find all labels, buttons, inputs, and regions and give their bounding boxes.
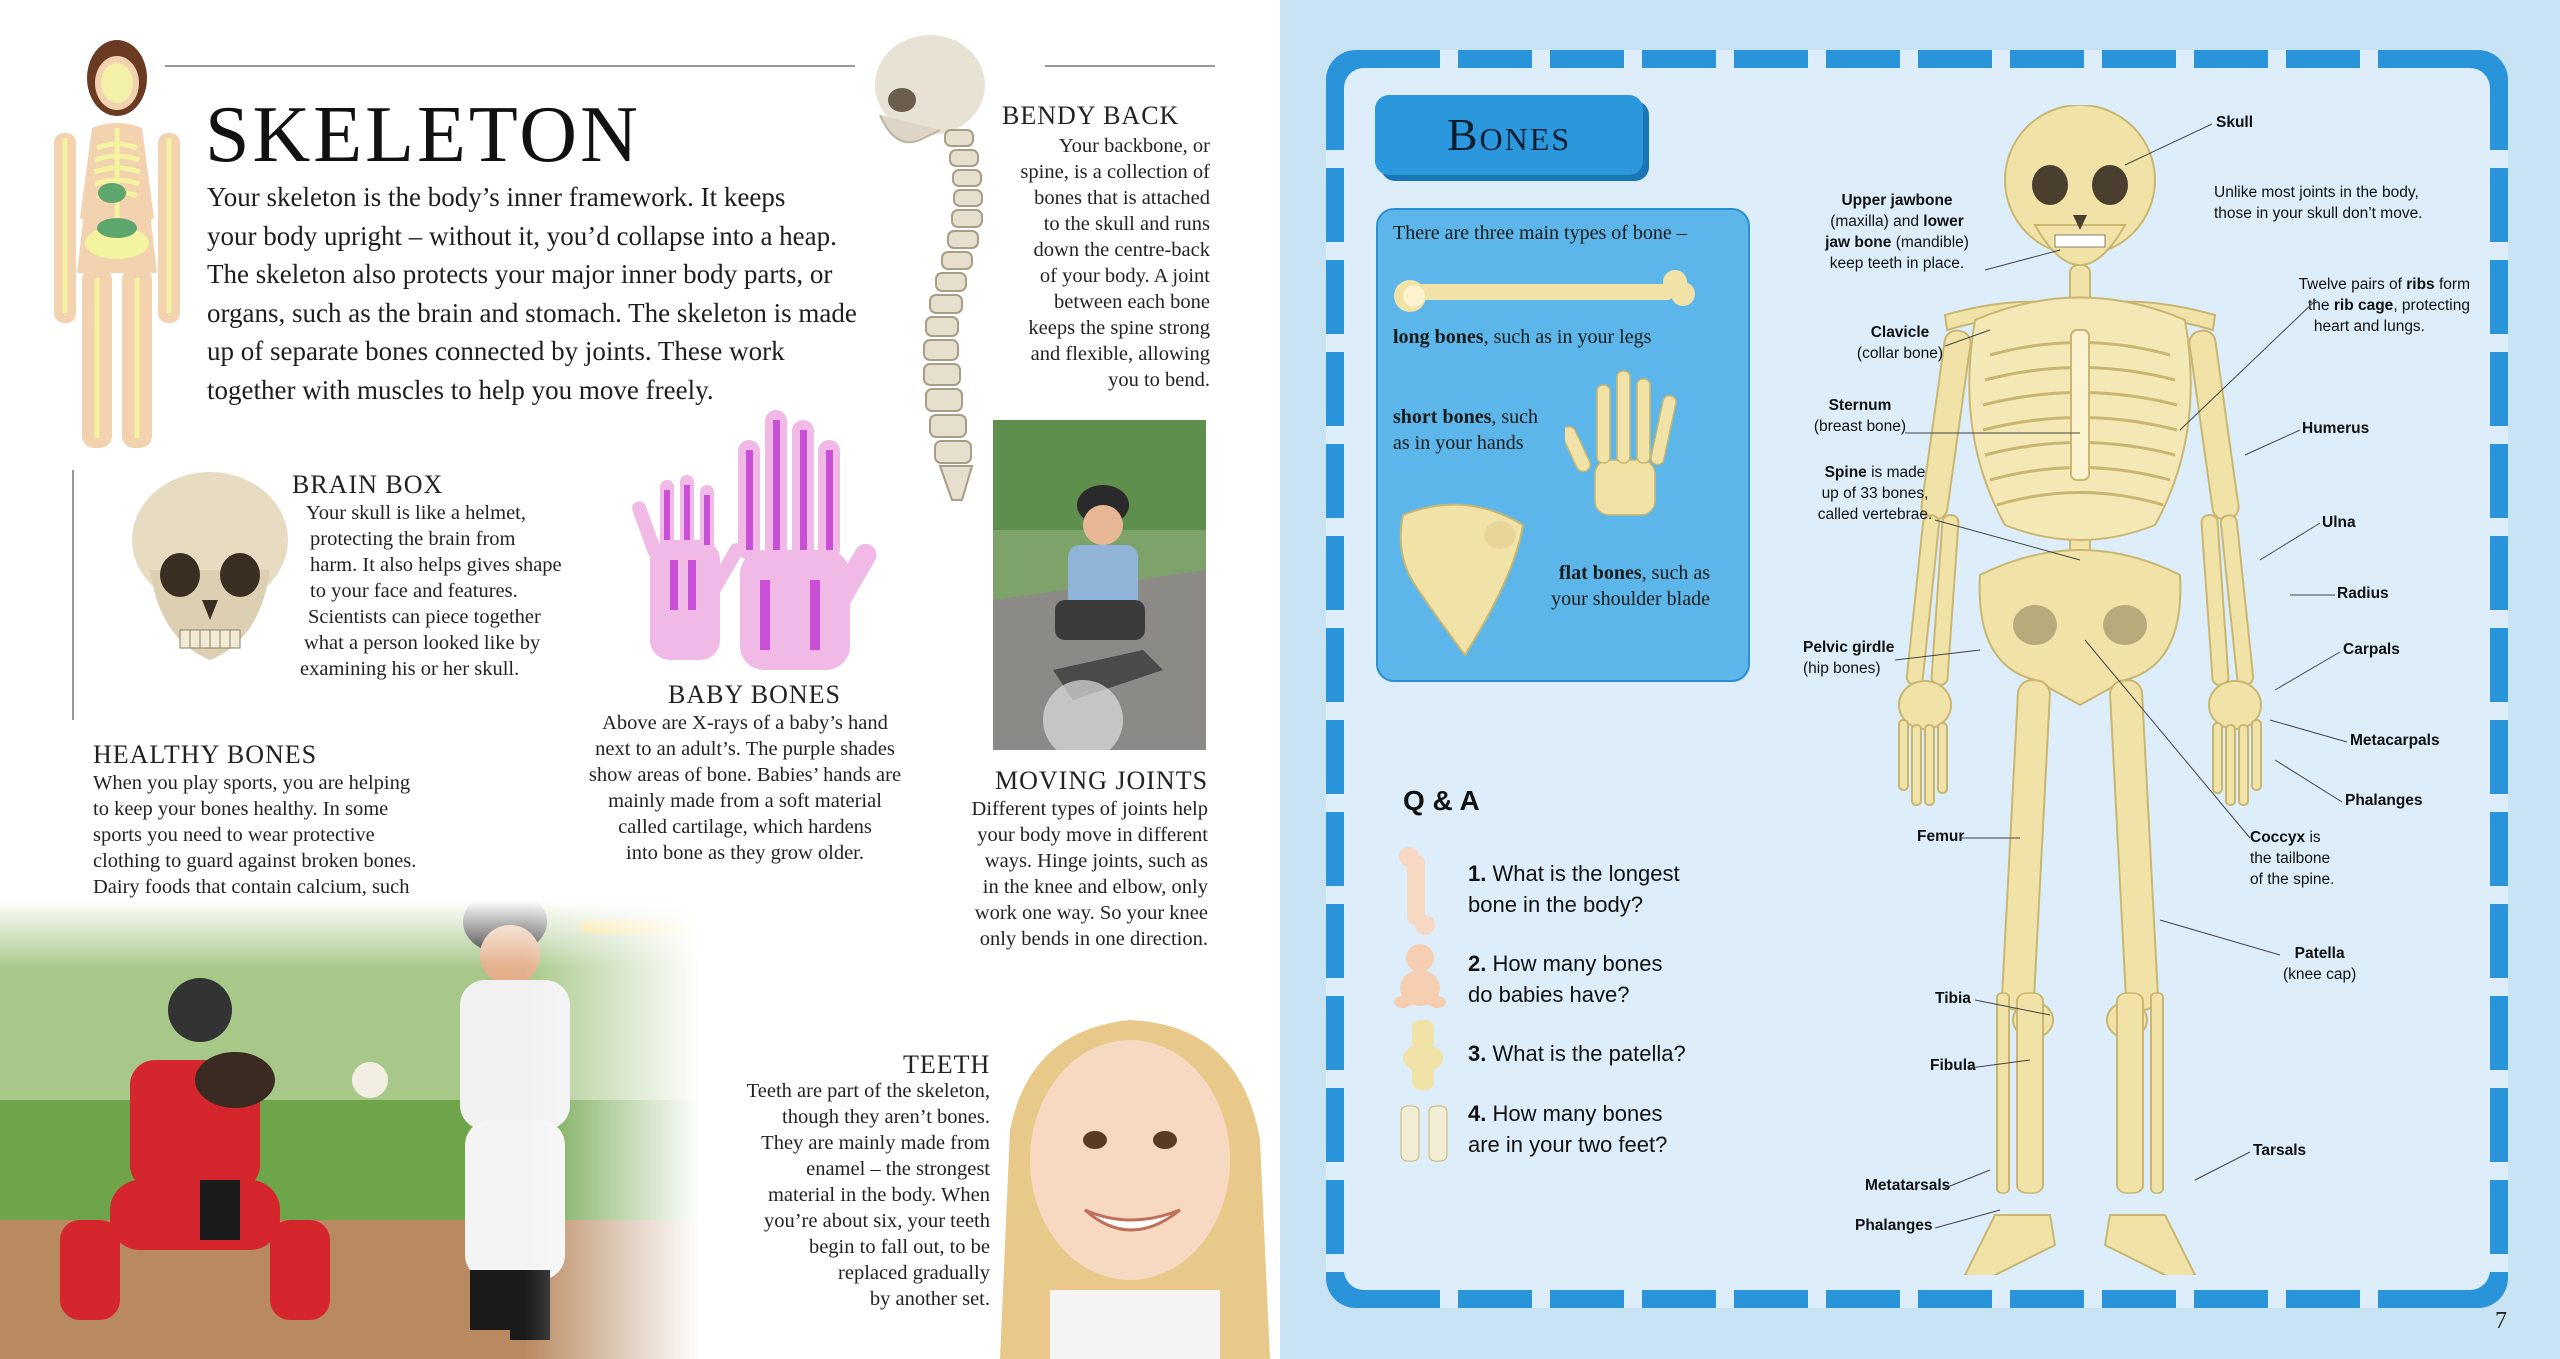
- text-line: you to bend.: [1108, 369, 1210, 391]
- intro-line: up of separate bones connected by joints. These work: [207, 336, 785, 366]
- text-line: examining his or her skull.: [300, 658, 520, 680]
- text-line: They are mainly made from: [761, 1132, 990, 1154]
- smiling-girl-photo: [990, 1010, 1280, 1359]
- label-text: Tibia: [1935, 990, 1971, 1007]
- text-line: your body move in different: [977, 824, 1208, 846]
- label-text: Humerus: [2302, 420, 2370, 437]
- label-text: Metacarpals: [2350, 732, 2440, 749]
- label-text: form: [2434, 276, 2470, 293]
- text-line: to the skull and runs: [1043, 213, 1210, 235]
- label-text: Coccyx: [2250, 829, 2306, 846]
- moving-joints-heading: MOVING JOINTS: [995, 766, 1209, 795]
- label-text: (knee cap): [2283, 966, 2357, 983]
- label-text: Twelve pairs of: [2298, 276, 2407, 293]
- skateboarder-photo: [993, 420, 1206, 750]
- text-line: bones that is attached: [1034, 187, 1210, 209]
- text-line: between each bone: [1054, 291, 1210, 313]
- text-line: in the knee and elbow, only: [982, 876, 1208, 898]
- label-text: Phalanges: [1855, 1217, 1933, 1234]
- text-line: ways. Hinge joints, such as: [984, 850, 1208, 872]
- label-text: Metatarsals: [1865, 1177, 1951, 1194]
- intro-line: organs, such as the brain and stomach. The skeleton is made: [207, 297, 857, 328]
- text-line: Different types of joints help: [971, 798, 1208, 820]
- text-line: protecting the brain from: [310, 528, 516, 550]
- label-text: (maxilla) and: [1830, 213, 1924, 230]
- text-line: Your backbone, or: [1058, 135, 1210, 157]
- question-text: How many bones: [1486, 951, 1663, 976]
- teeth-text: [690, 1078, 990, 1312]
- text-line: Your skull is like a helmet,: [306, 502, 526, 524]
- label-text: Unlike most joints in the body,: [2214, 184, 2419, 201]
- flat-bones-rest2: your shoulder blade: [1551, 588, 1710, 610]
- brain-box-heading: BRAIN BOX: [292, 470, 444, 499]
- baby-bones-text: [575, 710, 915, 866]
- label-text: Fibula: [1930, 1057, 1976, 1074]
- healthy-bones-heading: HEALTHY BONES: [93, 740, 318, 769]
- text-line: into bone as they grow older.: [626, 842, 864, 864]
- label-text: the tailbone: [2250, 850, 2331, 867]
- label-text: Ulna: [2322, 514, 2356, 531]
- label-text: Radius: [2337, 585, 2389, 602]
- bendy-back-heading: BENDY BACK: [1002, 101, 1180, 130]
- label-text: (collar bone): [1856, 345, 1944, 362]
- intro-line: your body upright – without it, you’d collapse into a heap.: [207, 220, 837, 251]
- label-text: (breast bone): [1813, 418, 1907, 435]
- text-line: next to an adult’s. The purple shades: [595, 738, 895, 760]
- text-line: keeps the spine strong: [1028, 317, 1210, 339]
- qa-title: Q & A: [1403, 785, 1480, 816]
- text-line: harm. It also helps gives shape: [310, 554, 562, 576]
- text-line: though they aren’t bones.: [782, 1106, 990, 1128]
- label-text: heart and lungs.: [2313, 318, 2425, 335]
- question-text: How many bones: [1486, 1101, 1663, 1126]
- label-text: (mandible): [1891, 234, 1969, 251]
- text-line: Teeth are part of the skeleton,: [746, 1080, 990, 1102]
- intro-paragraph: [207, 178, 927, 409]
- question-number: 4.: [1468, 1101, 1487, 1126]
- question-number: 1.: [1468, 861, 1487, 886]
- label-text: Skull: [2216, 114, 2254, 131]
- label-text: Pelvic girdle: [1803, 639, 1895, 656]
- text-line: what a person looked like by: [304, 632, 541, 654]
- text-line: material in the body. When: [767, 1184, 990, 1206]
- question-number: 2.: [1468, 951, 1487, 976]
- text-line: replaced gradually: [838, 1262, 990, 1284]
- text-line: Above are X-rays of a baby’s hand: [602, 712, 888, 734]
- label-text: Tarsals: [2253, 1142, 2307, 1159]
- text-line: and flexible, allowing: [1030, 343, 1210, 365]
- top-rule: [165, 65, 855, 67]
- intro-line: together with muscles to help you move freely.: [207, 374, 714, 405]
- text-line: you’re about six, your teeth: [763, 1210, 990, 1232]
- text-line: Scientists can piece together: [308, 606, 541, 628]
- label-text: (hip bones): [1803, 660, 1881, 677]
- label-text: Carpals: [2343, 641, 2400, 658]
- label-text: keep teeth in place.: [1829, 255, 1965, 272]
- label-text: the: [2308, 297, 2334, 314]
- hand-xray-images: [630, 400, 910, 670]
- intro-line: Your skeleton is the body’s inner framework. It keeps: [207, 182, 786, 212]
- label-text: Sternum: [1828, 397, 1892, 414]
- label-text: of the spine.: [2250, 871, 2335, 888]
- question-text: are in your two feet?: [1468, 1132, 1668, 1157]
- text-line: of your body. A joint: [1039, 265, 1210, 287]
- question-text: do babies have?: [1468, 982, 1630, 1007]
- label-text: those in your skull don’t move.: [2214, 205, 2423, 222]
- bone-types-intro: There are three main types of bone –: [1393, 222, 1687, 244]
- text-line: only bends in one direction.: [979, 928, 1208, 950]
- question-text: bone in the body?: [1468, 892, 1643, 917]
- question-number: 3.: [1468, 1041, 1487, 1066]
- label-text: is: [2305, 829, 2321, 846]
- intro-line: The skeleton also protects your major inner body parts, or: [207, 259, 833, 289]
- long-bones-bold: long bones: [1393, 326, 1484, 348]
- label-text: jaw bone: [1825, 234, 1892, 251]
- text-line: mainly made from a soft material: [608, 790, 882, 812]
- text-line: called cartilage, which hardens: [618, 816, 872, 838]
- moving-joints-text: [940, 796, 1208, 952]
- label-text: ribs: [2406, 276, 2435, 293]
- short-bones-rest2: as in your hands: [1393, 432, 1524, 454]
- label-text: Patella: [2294, 945, 2345, 962]
- top-rule-right: [1045, 65, 1215, 67]
- text-line: to keep your bones healthy. In some: [93, 798, 389, 820]
- text-line: by another set.: [869, 1288, 990, 1310]
- question-text: What is the longest: [1486, 861, 1680, 886]
- label-text: Clavicle: [1870, 324, 1930, 341]
- label-text: lower: [1923, 213, 1964, 230]
- text-line: sports you need to wear protective: [93, 824, 375, 846]
- brain-box-text: [300, 500, 600, 682]
- text-line: show areas of bone. Babies’ hands are: [588, 764, 902, 786]
- teeth-heading: TEETH: [903, 1050, 991, 1079]
- flat-bones-rest: , such as: [1641, 562, 1710, 584]
- question-text: What is the patella?: [1486, 1041, 1686, 1066]
- text-line: enamel – the strongest: [806, 1158, 990, 1180]
- flat-bones-bold: flat bones: [1558, 562, 1642, 584]
- text-line: When you play sports, you are helping: [93, 772, 411, 794]
- page-title: SKELETON: [205, 91, 641, 179]
- label-text: , protecting: [2393, 297, 2470, 314]
- text-line: spine, is a collection of: [1020, 161, 1210, 183]
- text-line: begin to fall out, to be: [808, 1236, 990, 1258]
- left-vertical-rule: [72, 470, 74, 720]
- bones-title: Bones: [1446, 109, 1572, 160]
- baseball-photo: [0, 900, 700, 1359]
- short-bones-rest: , such: [1491, 406, 1539, 428]
- label-text: called vertebrae.: [1817, 506, 1933, 523]
- leader-lines: [1280, 0, 2560, 1359]
- baby-bones-heading: BABY BONES: [668, 680, 842, 709]
- long-bones-rest: , such as in your legs: [1483, 326, 1652, 348]
- label-text: Spine: [1824, 464, 1867, 481]
- text-line: to your face and features.: [310, 580, 518, 602]
- label-text: up of 33 bones,: [1821, 485, 1929, 502]
- page-number: 7: [2495, 1308, 2507, 1334]
- skull-photo: [130, 470, 290, 665]
- label-text: Phalanges: [2345, 792, 2423, 809]
- text-line: clothing to guard against broken bones.: [93, 850, 417, 872]
- text-line: Dairy foods that contain calcium, such: [93, 876, 410, 898]
- text-line: down the centre-back: [1033, 239, 1210, 261]
- label-text: Femur: [1917, 828, 1965, 845]
- body-skeleton-illustration: [32, 28, 202, 468]
- text-line: work one way. So your knee: [974, 902, 1208, 924]
- short-bones-bold: short bones: [1393, 406, 1492, 428]
- label-text: Upper jawbone: [1841, 192, 1953, 209]
- bendy-back-text: [960, 133, 1210, 393]
- label-text: rib cage: [2333, 297, 2394, 314]
- label-text: is made: [1866, 464, 1926, 481]
